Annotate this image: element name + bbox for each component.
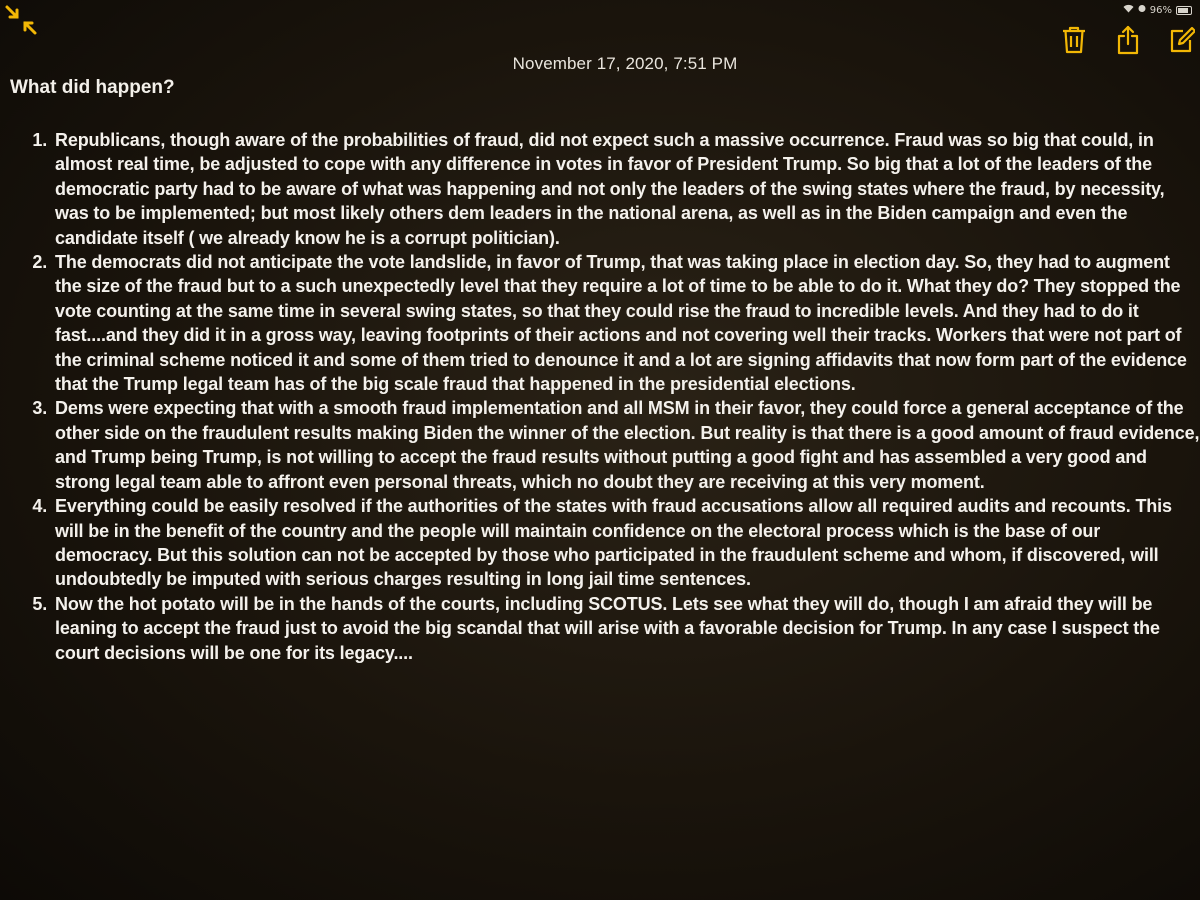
list-item[interactable] <box>52 250 1200 396</box>
wifi-icon <box>1123 4 1134 16</box>
compose-button[interactable] <box>1168 24 1196 56</box>
note-toolbar <box>1060 24 1196 56</box>
share-button[interactable] <box>1114 24 1142 56</box>
moon-icon <box>1138 4 1146 16</box>
battery-icon <box>1176 6 1192 15</box>
delete-button[interactable] <box>1060 24 1088 56</box>
battery-percent: 96% <box>1149 4 1172 16</box>
share-icon <box>1116 25 1140 55</box>
collapse-arrows-icon <box>4 4 38 36</box>
note-date: November 17, 2020, 7:51 PM <box>512 54 738 73</box>
trash-icon <box>1062 26 1086 54</box>
list-item-text: 5. Now the hot potato will be in the hands of the courts, including SCOTUS. Lets see what they will do, though I am afraid they will be leaning to accept the fraud just to avoid the big scandal that will arise with a favorable decision for Trump. In any case I suspect the court decisions will be one for its legacy.... <box>55 593 1160 663</box>
list-item-text: 3. Dems were expecting that with a smooth fraud implementation and all MSM in their favor, they could force a general acceptance of the other side on the fraudulent results making Biden the winner of the election. But reality is that there is a good amount of fraud evidence, and Trump being Trump, is not willing to accept the fraud results without putting a good fight and has assembled a very good and strong legal team able to affront even personal threats, which no doubt they are receiving at this very moment. <box>55 398 1200 492</box>
list-item[interactable] <box>52 592 1200 665</box>
list-item[interactable] <box>52 494 1200 592</box>
collapse-button[interactable] <box>4 4 38 36</box>
note-title[interactable]: What did happen? <box>10 77 175 98</box>
list-item[interactable] <box>52 396 1200 494</box>
note-body-list[interactable] <box>10 128 1200 665</box>
list-item-text: 2. The democrats did not anticipate the vote landslide, in favor of Trump, that was taking place in election day. So, they had to augment the size of the fraud but to a such unexpectedly level that they require a lot of time to be able to do it. What they do? They stopped the vote counting at the same time in several swing states, so that they could rise the fraud to incredible levels. And they had to do it fast....and they did it in a gross way, leaving footprints of their actions and not covering well their tracks. Workers that were not part of the criminal scheme noticed it and some of them tried to denounce it and a lot are signing affidavits that now form part of the evidence that the Trump legal team has of the big scale fraud that happened in the presidential elections. <box>55 252 1187 395</box>
list-item[interactable] <box>52 128 1200 250</box>
compose-icon <box>1169 26 1195 54</box>
list-item-text: 4. Everything could be easily resolved if the authorities of the states with fraud accusations allow all required audits and recounts. This will be in the benefit of the country and the people will maintain confidence on the electoral process which is the base of our democracy. But this solution can not be accepted by those who participated in the fraudulent scheme and whom, if discovered, will undoubtedly be imputed with serious charges resulting in long jail time sentences. <box>55 496 1172 590</box>
list-item-text: 1. Republicans, though aware of the probabilities of fraud, did not expect such a massive occurrence. Fraud was so big that could, in almost real time, be adjusted to cope with any difference in votes in favor of President Trump. So big that a lot of the leaders of the democratic party had to be aware of what was happening and not only the leaders of the swing states where the fraud, by necessity, was to be implemented; but most likely others dem leaders in the national arena, as well as in the Biden campaign and even the candidate itself ( we already know he is a corrupt politician). <box>55 130 1165 248</box>
status-bar <box>1123 4 1192 16</box>
